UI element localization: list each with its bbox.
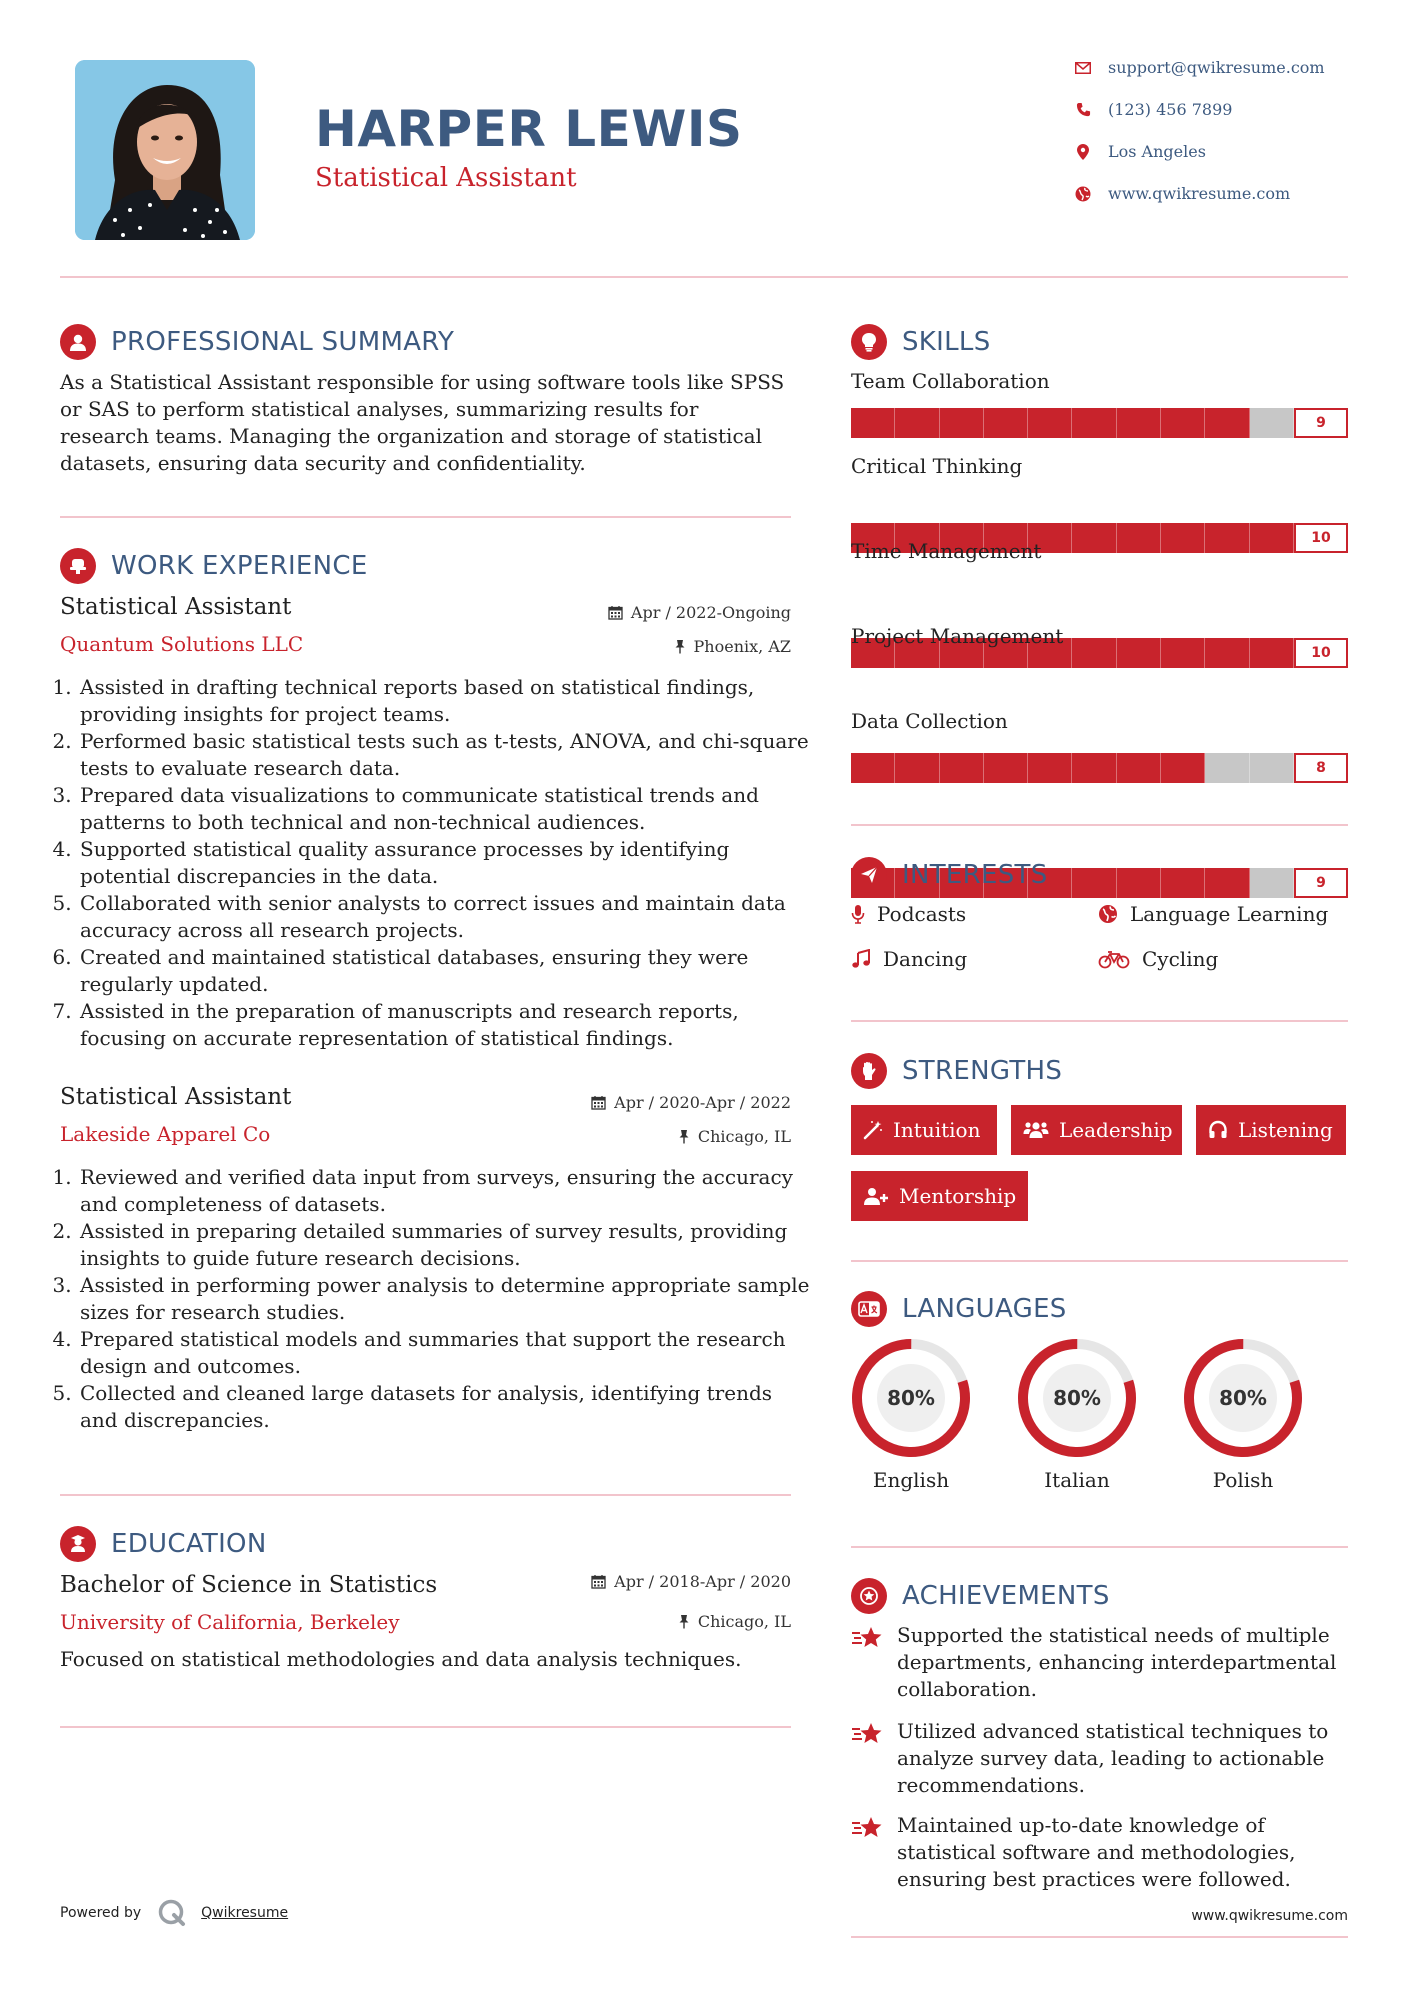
contact-email[interactable] xyxy=(1072,58,1372,77)
candidate-title: Statistical Assistant xyxy=(315,163,577,193)
raised-fist-icon xyxy=(851,1053,887,1089)
interest-label: Cycling xyxy=(1142,947,1219,971)
skill-level: 10 xyxy=(1294,523,1348,553)
job-title: Statistical Assistant xyxy=(60,1084,292,1110)
bicycle-icon xyxy=(1098,949,1130,969)
section-title-strengths: STRENGTHS xyxy=(902,1056,1063,1086)
strength-tag xyxy=(1196,1105,1346,1155)
skill-bar-filled-segment xyxy=(1072,523,1116,553)
section-title-summary: PROFESSIONAL SUMMARY xyxy=(111,327,455,357)
magic-wand-icon xyxy=(863,1120,883,1140)
lightbulb-icon xyxy=(851,324,887,360)
skill-bar-filled-segment xyxy=(1072,753,1116,783)
school-name: University of California, Berkeley xyxy=(60,1610,400,1634)
contact-phone[interactable] xyxy=(1072,100,1372,119)
skill-bar-filled-segment xyxy=(1072,868,1116,898)
footer-divider xyxy=(851,1936,1348,1938)
section-header-strengths xyxy=(851,1053,1062,1089)
qwikresume-logo-icon xyxy=(157,1898,187,1928)
skill-label: Critical Thinking xyxy=(851,454,1023,478)
section-title-skills: SKILLS xyxy=(902,327,991,357)
summary-divider xyxy=(60,516,791,518)
calendar-icon xyxy=(591,1574,606,1589)
skill-level: 8 xyxy=(1294,753,1348,783)
education-description: Focused on statistical methodologies and data analysis techniques. xyxy=(60,1647,742,1671)
phone-icon xyxy=(1072,101,1094,119)
job-responsibilities xyxy=(60,1164,810,1434)
education-location xyxy=(500,1612,791,1631)
job-location xyxy=(500,1127,791,1146)
section-header-summary xyxy=(60,324,454,360)
job-dates-text: Apr / 2020-Apr / 2022 xyxy=(614,1093,791,1112)
skill-bar-empty-segment xyxy=(1250,753,1294,783)
skill-bar-filled-segment xyxy=(1117,638,1161,668)
skill-label: Data Collection xyxy=(851,709,1008,733)
achievement-item xyxy=(851,1718,1348,1799)
section-title-interests: INTERESTS xyxy=(902,860,1048,890)
interests-divider xyxy=(851,1020,1348,1022)
envelope-icon xyxy=(1072,59,1094,77)
skill-bar-filled-segment xyxy=(1028,753,1072,783)
language-percent: 80% xyxy=(887,1386,935,1410)
achievement-item xyxy=(851,1622,1348,1703)
job-company: Lakeside Apparel Co xyxy=(60,1122,271,1146)
strength-tag xyxy=(1011,1105,1182,1155)
contact-location-text: Los Angeles xyxy=(1108,142,1206,161)
skill-bar-filled-segment xyxy=(984,753,1028,783)
shooting-star-icon xyxy=(851,1622,897,1703)
list-item: 5. Collaborated with senior analysts to correct issues and maintain data accuracy across all research projects. xyxy=(78,890,810,944)
strength-tag xyxy=(851,1105,997,1155)
skill-bar-filled-segment xyxy=(1117,408,1161,438)
skill-bar-filled-segment xyxy=(1161,868,1205,898)
job-location-text: Chicago, IL xyxy=(697,1127,791,1146)
skill-bar-filled-segment xyxy=(851,753,895,783)
skill-bar-empty-segment xyxy=(1250,868,1294,898)
section-header-skills xyxy=(851,324,991,360)
section-header-achievements xyxy=(851,1578,1110,1614)
list-item: 1. Reviewed and verified data input from surveys, ensuring the accuracy and completeness of datasets. xyxy=(78,1164,810,1218)
powered-by-label: Powered by xyxy=(60,1905,142,1921)
user-plus-icon xyxy=(863,1186,889,1206)
interest-item xyxy=(1098,947,1218,971)
job-company: Quantum Solutions LLC xyxy=(60,632,304,656)
language-percent: 80% xyxy=(1053,1386,1101,1410)
skill-bar-filled-segment xyxy=(1161,523,1205,553)
headphones-icon xyxy=(1208,1120,1228,1140)
strength-label: Leadership xyxy=(1059,1118,1173,1142)
globe-icon xyxy=(1072,185,1094,203)
language-name: English xyxy=(872,1468,950,1492)
users-icon xyxy=(1023,1120,1049,1140)
skill-bar-filled-segment xyxy=(1072,408,1116,438)
skill-bar-filled-segment xyxy=(1250,523,1294,553)
education-location-text: Chicago, IL xyxy=(697,1612,791,1631)
work-divider xyxy=(60,1494,791,1496)
contact-location xyxy=(1072,142,1372,161)
section-title-languages: LANGUAGES xyxy=(902,1294,1067,1324)
section-header-interests xyxy=(851,857,1048,893)
user-icon xyxy=(60,324,96,360)
skill-bar-filled-segment xyxy=(940,408,984,438)
skill-bar-filled-segment xyxy=(1205,523,1249,553)
list-item: 5. Collected and cleaned large datasets for analysis, identifying trends and discrepancies. xyxy=(78,1380,810,1434)
briefcase-icon xyxy=(60,548,96,584)
skill-bar-filled-segment xyxy=(895,408,939,438)
skill-bar-filled-segment xyxy=(1161,753,1205,783)
strength-tag xyxy=(851,1171,1028,1221)
skill-bar-filled-segment xyxy=(940,753,984,783)
paper-plane-icon xyxy=(851,857,887,893)
interest-item xyxy=(851,902,966,926)
skill-bar-filled-segment xyxy=(1117,523,1161,553)
contact-email-text: support@qwikresume.com xyxy=(1108,58,1325,77)
strengths-divider xyxy=(851,1260,1348,1262)
achievement-text: Supported the statistical needs of multiple departments, enhancing interdepartmental collaboration. xyxy=(897,1623,1337,1701)
skill-bar-filled-segment xyxy=(1161,408,1205,438)
section-header-education xyxy=(60,1526,267,1562)
section-title-achievements: ACHIEVEMENTS xyxy=(902,1581,1110,1611)
pushpin-icon xyxy=(678,1614,690,1629)
candidate-name: HARPER LEWIS xyxy=(315,100,743,158)
skills-divider xyxy=(851,824,1348,826)
list-item: 4. Prepared statistical models and summaries that support the research design and outcomes. xyxy=(78,1326,810,1380)
job-location xyxy=(500,637,791,656)
achievement-text: Utilized advanced statistical techniques to analyze survey data, leading to actionable recommendations. xyxy=(897,1719,1329,1797)
interest-item xyxy=(1098,902,1328,926)
language-item xyxy=(1183,1338,1303,1492)
education-divider xyxy=(60,1726,791,1728)
footer-website[interactable]: www.qwikresume.com xyxy=(1191,1908,1348,1924)
skill-bar-filled-segment xyxy=(1072,638,1116,668)
section-title-education: EDUCATION xyxy=(111,1529,267,1559)
skill-bar xyxy=(851,408,1348,438)
job-dates xyxy=(500,603,791,622)
education-dates-text: Apr / 2018-Apr / 2020 xyxy=(614,1572,791,1591)
globe-icon xyxy=(1098,904,1118,924)
achievement-item xyxy=(851,1812,1348,1893)
microphone-icon xyxy=(851,904,865,924)
contact-phone-text: (123) 456 7899 xyxy=(1108,100,1233,119)
skill-level: 10 xyxy=(1294,638,1348,668)
skill-bar-empty-segment xyxy=(1205,753,1249,783)
language-percent: 80% xyxy=(1219,1386,1267,1410)
interest-label: Language Learning xyxy=(1130,902,1329,926)
skill-bar-empty-segment xyxy=(1250,408,1294,438)
pushpin-icon xyxy=(678,1129,690,1144)
job-location-text: Phoenix, AZ xyxy=(693,637,791,656)
skill-bar-filled-segment xyxy=(1117,868,1161,898)
list-item: 6. Created and maintained statistical databases, ensuring they were regularly updated. xyxy=(78,944,810,998)
skill-bar-filled-segment xyxy=(984,408,1028,438)
skill-label: Team Collaboration xyxy=(851,369,1050,393)
skill-bar-filled-segment xyxy=(1161,638,1205,668)
job-title: Statistical Assistant xyxy=(60,594,292,620)
skill-bar-filled-segment xyxy=(1205,408,1249,438)
section-title-work: WORK EXPERIENCE xyxy=(111,551,368,581)
list-item: 2. Performed basic statistical tests such as t-tests, ANOVA, and chi-square tests to evaluate research data. xyxy=(78,728,810,782)
star-badge-icon xyxy=(851,1578,887,1614)
language-ring xyxy=(851,1338,971,1458)
language-item xyxy=(851,1338,971,1492)
language-icon xyxy=(851,1291,887,1327)
contact-website[interactable] xyxy=(1072,184,1372,203)
achievement-text: Maintained up-to-date knowledge of statistical software and methodologies, ensuring best practices were followed. xyxy=(897,1813,1296,1891)
graduation-icon xyxy=(60,1526,96,1562)
skill-bar-filled-segment xyxy=(1028,408,1072,438)
map-pin-icon xyxy=(1072,143,1094,161)
languages-divider xyxy=(851,1546,1348,1548)
skill-level: 9 xyxy=(1294,868,1348,898)
strength-label: Intuition xyxy=(893,1118,981,1142)
interest-label: Dancing xyxy=(883,947,968,971)
education-dates xyxy=(500,1572,791,1591)
job-dates xyxy=(500,1093,791,1112)
skill-bar-filled-segment xyxy=(1205,638,1249,668)
job-dates-text: Apr / 2022-Ongoing xyxy=(630,603,791,622)
skill-level: 9 xyxy=(1294,408,1348,438)
language-ring xyxy=(1017,1338,1137,1458)
skill-label: Project Management xyxy=(851,624,1064,648)
skill-bar-filled-segment xyxy=(895,753,939,783)
section-header-work xyxy=(60,548,368,584)
list-item: 3. Assisted in performing power analysis to determine appropriate sample sizes for research studies. xyxy=(78,1272,810,1326)
skill-bar-filled-segment xyxy=(1117,753,1161,783)
pushpin-icon xyxy=(674,639,686,654)
list-item: 4. Supported statistical quality assurance processes by identifying potential discrepancies in the data. xyxy=(78,836,810,890)
skill-label: Time Management xyxy=(851,539,1042,563)
list-item: 1. Assisted in drafting technical reports based on statistical findings, providing insights for project teams. xyxy=(78,674,810,728)
calendar-icon xyxy=(591,1095,606,1110)
skill-bar-filled-segment xyxy=(1205,868,1249,898)
profile-photo xyxy=(75,60,255,240)
contact-website-text: www.qwikresume.com xyxy=(1108,184,1291,203)
music-note-icon xyxy=(851,949,871,969)
strength-label: Listening xyxy=(1238,1118,1333,1142)
job-responsibilities xyxy=(60,674,810,1052)
language-name: Polish xyxy=(1212,1468,1274,1492)
skill-bar-filled-segment xyxy=(851,408,895,438)
powered-by xyxy=(60,1898,288,1928)
header-divider xyxy=(60,276,1348,278)
summary-text: As a Statistical Assistant responsible for using software tools like SPSS or SAS to perform statistical analyses, summarizing results for research teams. Managing the organization and storage of statistical datasets, ensuring data security and confidentiality. xyxy=(60,370,785,475)
language-name: Italian xyxy=(1044,1468,1110,1492)
shooting-star-icon xyxy=(851,1718,897,1799)
interest-item xyxy=(851,947,967,971)
language-item xyxy=(1017,1338,1137,1492)
list-item: 2. Assisted in preparing detailed summaries of survey results, providing insights to guide future research decisions. xyxy=(78,1218,810,1272)
strength-label: Mentorship xyxy=(899,1184,1017,1208)
language-ring xyxy=(1183,1338,1303,1458)
list-item: 7. Assisted in the preparation of manuscripts and research reports, focusing on accurate representation of statistical findings. xyxy=(78,998,810,1052)
degree-title: Bachelor of Science in Statistics xyxy=(60,1572,438,1598)
skill-bar xyxy=(851,753,1348,783)
calendar-icon xyxy=(608,605,623,620)
skill-bar-filled-segment xyxy=(1250,638,1294,668)
shooting-star-icon xyxy=(851,1812,897,1893)
list-item: 3. Prepared data visualizations to communicate statistical trends and patterns to both technical and non-technical audiences. xyxy=(78,782,810,836)
qwikresume-link[interactable]: Qwikresume xyxy=(201,1905,289,1921)
section-header-languages xyxy=(851,1291,1067,1327)
interest-label: Podcasts xyxy=(877,902,967,926)
